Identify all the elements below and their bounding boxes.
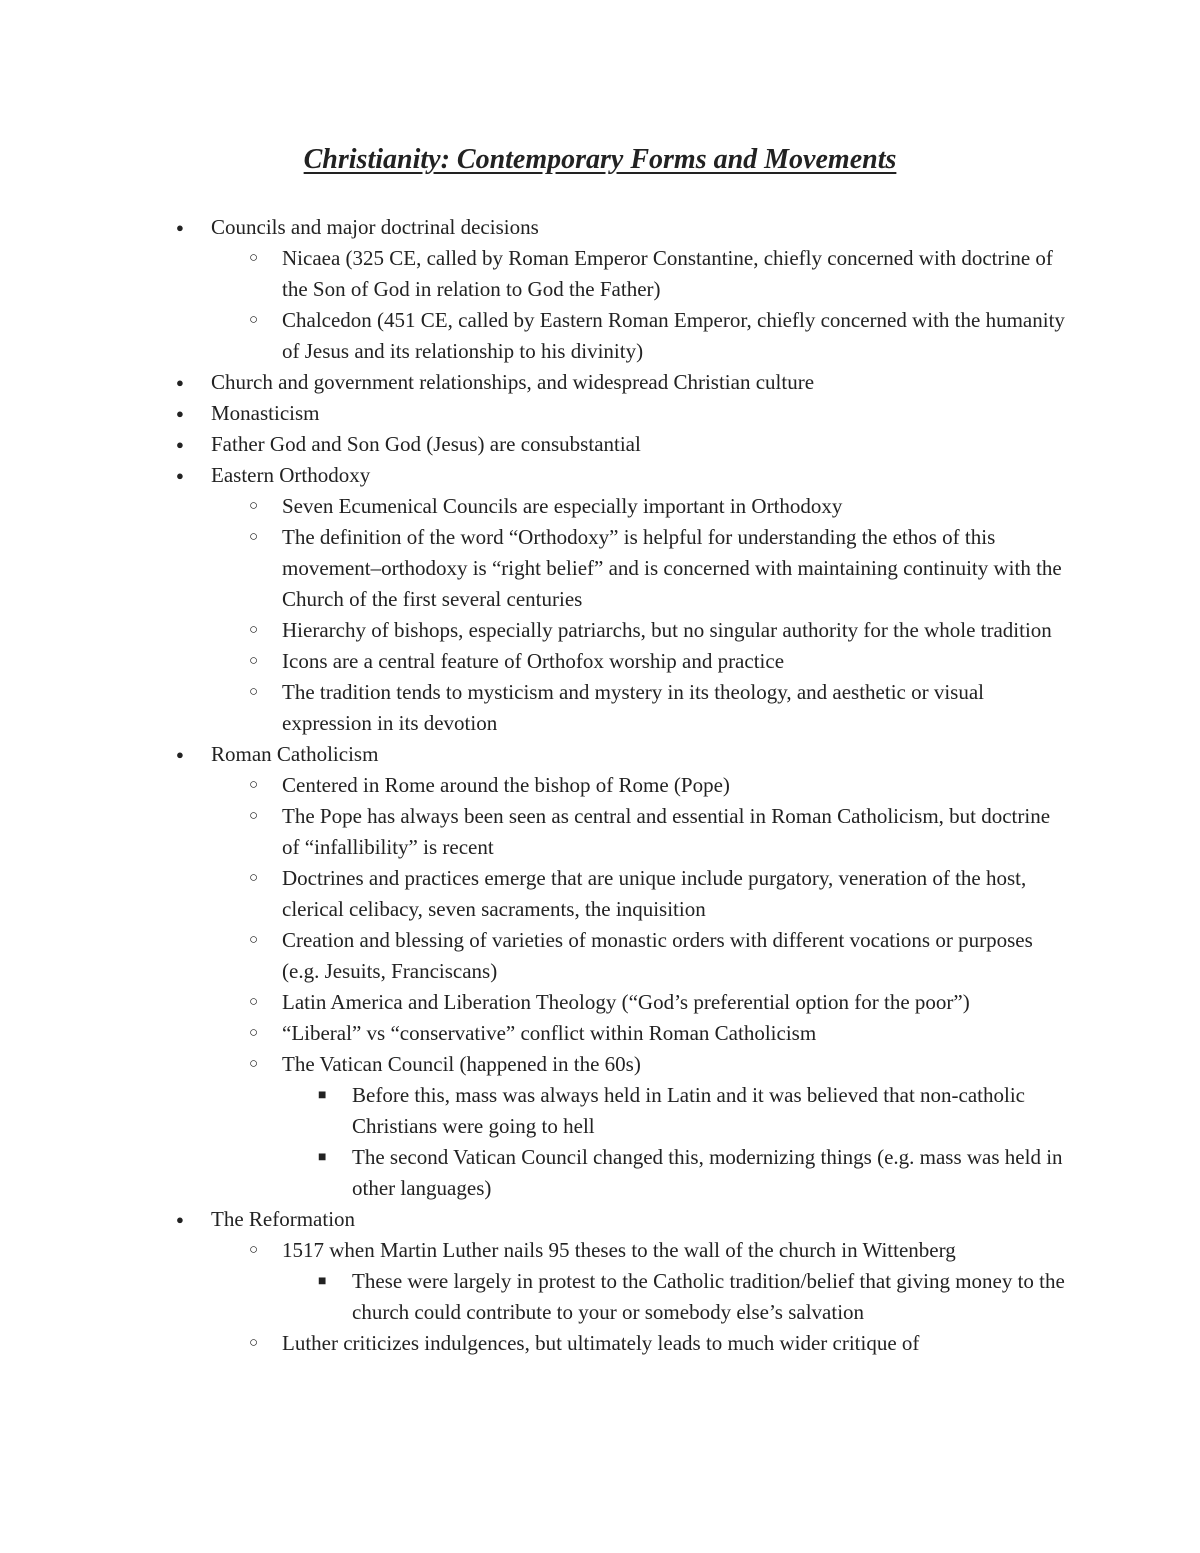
list-item xyxy=(0,429,1200,460)
list-item-text: Monasticism xyxy=(211,401,320,425)
list-item-text: The tradition tends to mysticism and mystery in its theology, and aesthetic or visual expression in its devotion xyxy=(282,680,985,735)
bullet-disc-icon: ● xyxy=(176,468,184,483)
list-item xyxy=(0,212,1200,243)
list-item xyxy=(0,522,1200,615)
list-item xyxy=(0,491,1200,522)
list-item xyxy=(0,677,1200,739)
list-item-text: Hierarchy of bishops, especially patriarchs, but no singular authority for the whole tradition xyxy=(282,618,1052,642)
bullet-square-icon: ■ xyxy=(318,1274,327,1289)
list-item-text: Icons are a central feature of Orthofox worship and practice xyxy=(282,649,785,673)
bullet-circle-icon: ○ xyxy=(249,1056,259,1072)
list-item xyxy=(0,646,1200,677)
bullet-circle-icon: ○ xyxy=(249,1025,259,1041)
bullet-square-icon: ■ xyxy=(318,1088,327,1103)
bullet-disc-icon: ● xyxy=(176,747,184,762)
list-item-text: Councils and major doctrinal decisions xyxy=(211,215,539,239)
bullet-circle-icon: ○ xyxy=(249,250,259,266)
bullet-disc-icon: ● xyxy=(176,437,184,452)
bullet-circle-icon: ○ xyxy=(249,653,259,669)
list-item-text: The Vatican Council (happened in the 60s) xyxy=(282,1052,641,1076)
list-item xyxy=(0,460,1200,491)
bullet-disc-icon: ● xyxy=(176,406,184,421)
list-item-text: The Reformation xyxy=(211,1207,356,1231)
list-item xyxy=(0,770,1200,801)
list-item-text: Latin America and Liberation Theology (“God’s preferential option for the poor”) xyxy=(282,990,970,1014)
bullet-circle-icon: ○ xyxy=(249,932,259,948)
list-item xyxy=(0,398,1200,429)
list-item-text: These were largely in protest to the Catholic tradition/belief that giving money to the church could contribute to your or somebody else’s salvation xyxy=(352,1269,1065,1324)
list-item-text: Luther criticizes indulgences, but ultimately leads to much wider critique of xyxy=(282,1331,920,1355)
list-item xyxy=(0,801,1200,863)
list-item-text: Eastern Orthodoxy xyxy=(211,463,371,487)
bullet-circle-icon: ○ xyxy=(249,870,259,886)
list-item xyxy=(0,1049,1200,1080)
bullet-circle-icon: ○ xyxy=(249,1242,259,1258)
bullet-circle-icon: ○ xyxy=(249,808,259,824)
list-item xyxy=(0,863,1200,925)
bullet-circle-icon: ○ xyxy=(249,994,259,1010)
list-item xyxy=(0,1080,1200,1142)
list-item xyxy=(0,305,1200,367)
bullet-circle-icon: ○ xyxy=(249,529,259,545)
outline-list xyxy=(0,212,1200,1359)
bullet-circle-icon: ○ xyxy=(249,312,259,328)
list-item xyxy=(0,367,1200,398)
list-item-text: Creation and blessing of varieties of monastic orders with different vocations or purposes (e.g. Jesuits, Franciscans) xyxy=(282,928,1033,983)
bullet-circle-icon: ○ xyxy=(249,1335,259,1351)
list-item-text: The definition of the word “Orthodoxy” is helpful for understanding the ethos of this movement–orthodoxy is “right belief” and is concerned with maintaining continuity with the Church of the first several centuries xyxy=(282,525,1062,611)
page-title: Christianity: Contemporary Forms and Movements xyxy=(303,144,897,175)
list-item xyxy=(0,243,1200,305)
list-item-text: “Liberal” vs “conservative” conflict within Roman Catholicism xyxy=(282,1021,817,1045)
bullet-disc-icon: ● xyxy=(176,1212,184,1227)
bullet-disc-icon: ● xyxy=(176,220,184,235)
list-item-text: The second Vatican Council changed this, modernizing things (e.g. mass was held in other languages) xyxy=(352,1145,1063,1200)
list-item xyxy=(0,987,1200,1018)
list-item-text: Before this, mass was always held in Latin and it was believed that non-catholic Christians were going to hell xyxy=(352,1083,1025,1138)
list-item-text: Father God and Son God (Jesus) are consubstantial xyxy=(211,432,641,456)
bullet-circle-icon: ○ xyxy=(249,622,259,638)
list-item-text: 1517 when Martin Luther nails 95 theses to the wall of the church in Wittenberg xyxy=(282,1238,956,1262)
list-item-text: The Pope has always been seen as central and essential in Roman Catholicism, but doctrine of “infallibility” is recent xyxy=(282,804,1051,859)
bullet-disc-icon: ● xyxy=(176,375,184,390)
list-item-text: Nicaea (325 CE, called by Roman Emperor Constantine, chiefly concerned with doctrine of the Son of God in relation to God the Father) xyxy=(282,246,1053,301)
list-item xyxy=(0,1266,1200,1328)
list-item-text: Doctrines and practices emerge that are unique include purgatory, veneration of the host, clerical celibacy, seven sacraments, the inquisition xyxy=(282,866,1027,921)
list-item xyxy=(0,1142,1200,1204)
list-item-text: Chalcedon (451 CE, called by Eastern Roman Emperor, chiefly concerned with the humanity of Jesus and its relationship to his divinity) xyxy=(282,308,1065,363)
list-item xyxy=(0,1018,1200,1049)
list-item-text: Centered in Rome around the bishop of Rome (Pope) xyxy=(282,773,730,797)
list-item-text: Seven Ecumenical Councils are especially important in Orthodoxy xyxy=(282,494,843,518)
bullet-square-icon: ■ xyxy=(318,1150,327,1165)
list-item xyxy=(0,1204,1200,1235)
list-item-text: Roman Catholicism xyxy=(211,742,379,766)
list-item xyxy=(0,925,1200,987)
list-item xyxy=(0,739,1200,770)
list-item xyxy=(0,615,1200,646)
list-item-text: Church and government relationships, and widespread Christian culture xyxy=(211,370,815,394)
bullet-circle-icon: ○ xyxy=(249,498,259,514)
list-item xyxy=(0,1328,1200,1359)
list-item xyxy=(0,1235,1200,1266)
bullet-circle-icon: ○ xyxy=(249,777,259,793)
bullet-circle-icon: ○ xyxy=(249,684,259,700)
